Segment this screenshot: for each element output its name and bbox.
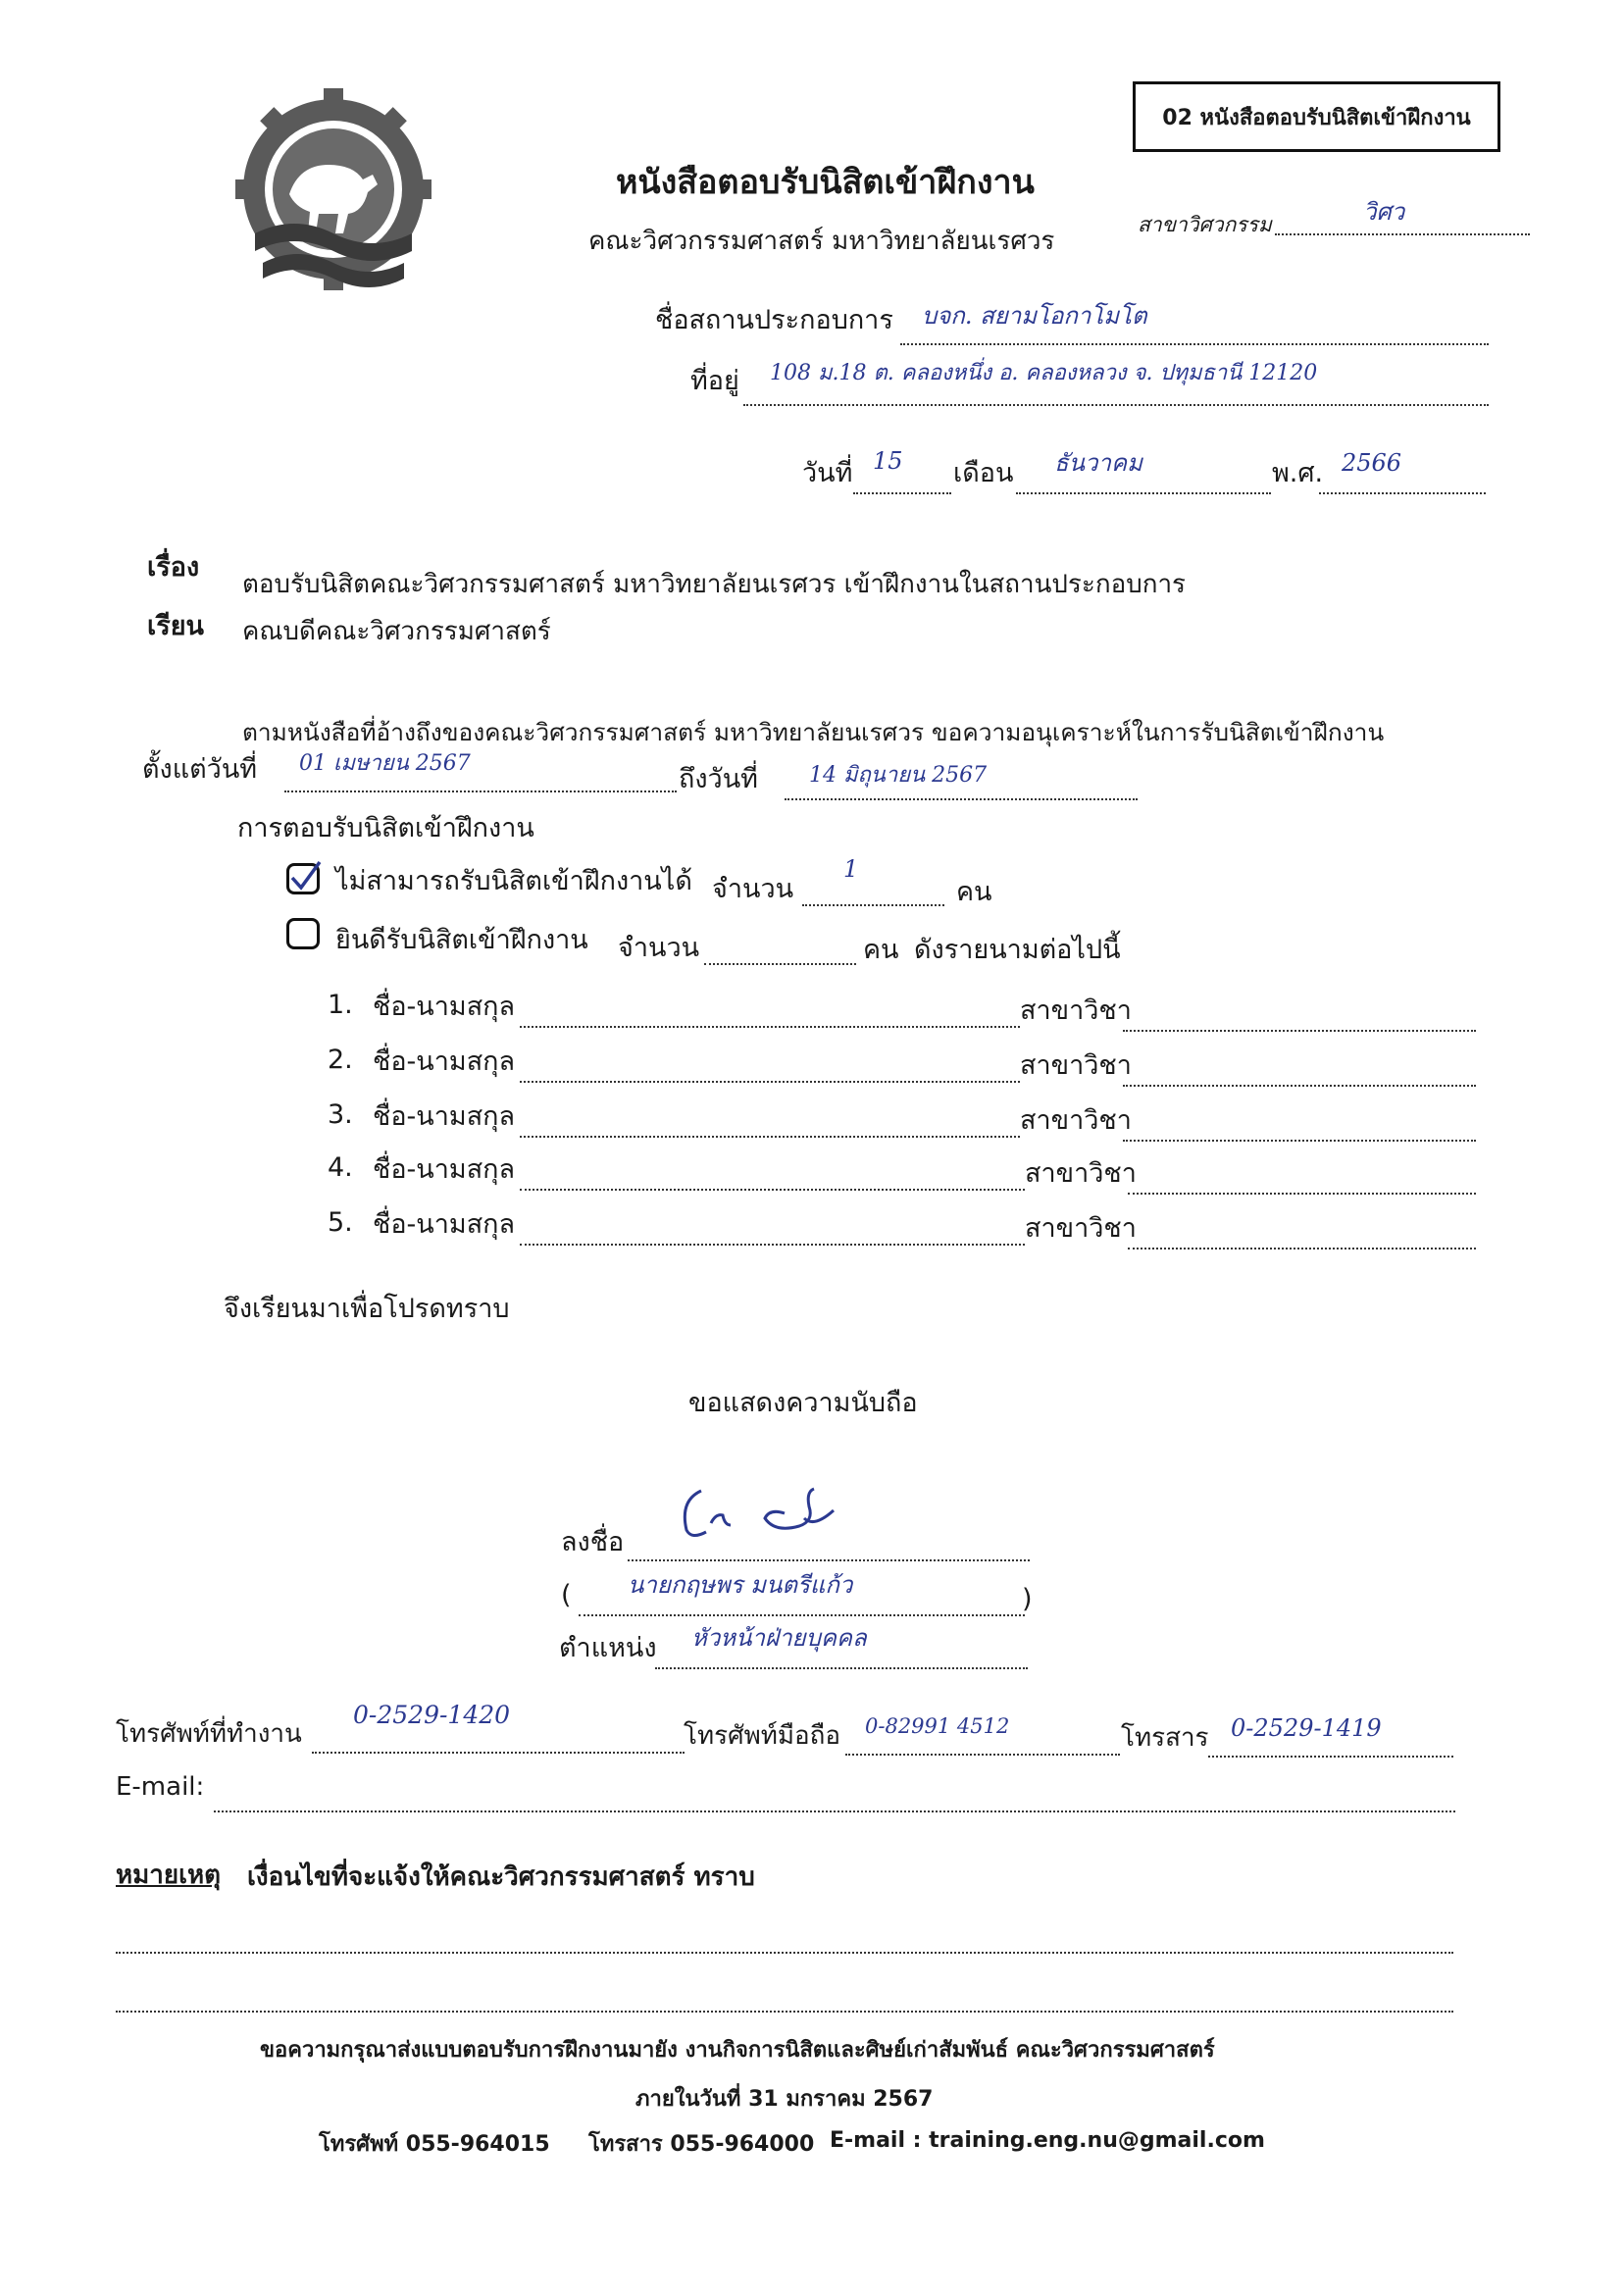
student-name-label: ชื่อ-นามสกุล [373,992,516,1022]
university-engineering-logo [235,86,431,307]
date-month-value: ธันวาคม [1054,449,1142,477]
decline-checkbox[interactable] [286,863,320,894]
student-num: 1. [328,990,353,1020]
form-code-box [1133,81,1500,152]
closing-regards: ขอแสดงความนับถือ [688,1388,918,1418]
decline-count-label: จำนวน [712,874,794,904]
company-name-line [900,343,1489,345]
position-line [655,1667,1028,1669]
student-num: 4. [328,1152,353,1183]
email-label: E-mail: [116,1772,205,1802]
body-paragraph: ตามหนังสือที่อ้างถึงของคณะวิศวกรรมศาสตร์ มหาวิทยาลัยนเรศวร ขอความอนุเคราะห์ในการรับนิสิตเข้าฝึกงาน [242,718,1385,746]
remarks-line-1 [116,1952,1453,1954]
email-line [214,1810,1455,1812]
student-major-line [1128,1248,1476,1250]
remarks-label: หมายเหตุ [116,1861,222,1890]
subject-label: เรื่อง [147,552,200,583]
student-major-line [1128,1193,1476,1195]
signer-name-open: ( [561,1580,572,1610]
date-day-line [853,492,951,494]
decline-option-label: ไม่สามารถรับนิสิตเข้าฝึกงานได้ [335,866,692,896]
signature-image [667,1479,863,1548]
student-major-line [1123,1140,1476,1142]
period-from-line [284,790,677,792]
student-name-label: ชื่อ-นามสกุล [373,1101,516,1132]
footer-phone: โทรศัพท์ 055-964015 [319,2132,550,2157]
student-name-label: ชื่อ-นามสกุล [373,1046,516,1077]
accept-option-label: ยินดีรับนิสิตเข้าฝึกงาน [335,925,588,955]
student-major-line [1123,1030,1476,1032]
period-to-label: ถึงวันที่ [679,764,758,794]
fax-line [1208,1756,1453,1758]
footer-line-1: ขอความกรุณาส่งแบบตอบรับการฝึกงานมายัง งานกิจการนิสิตและศิษย์เก่าสัมพันธ์ คณะวิศวกรรมศาสตร์ [260,2038,1215,2063]
date-month-line [1016,492,1271,494]
decline-count-line [802,904,944,906]
closing-note: จึงเรียนมาเพื่อโปรดทราบ [224,1294,510,1324]
signature-line [628,1559,1030,1561]
remarks-text: เงื่อนไขที่จะแจ้งให้คณะวิศวกรรมศาสตร์ ทราบ [247,1862,755,1892]
signature-label: ลงชื่อ [561,1527,625,1557]
period-to-line [785,798,1138,800]
accept-unit: คน [863,935,899,965]
period-to-value: 14 มิถุนายน 2567 [809,763,988,788]
period-from-label: ตั้งแต่วันที่ [142,754,258,785]
signer-name-line [579,1614,1025,1616]
address-value: 108 ม.18 ต. คลองหนึ่ง อ. คลองหลวง จ. ปทุมธานี 12120 [770,361,1318,385]
student-name-line [520,1244,1025,1246]
student-name-line [520,1189,1025,1191]
mobile-label: โทรศัพท์มือถือ [684,1721,840,1751]
date-month-label: เดือน [953,458,1014,488]
address-label: ที่อยู่ [690,366,739,396]
decline-unit: คน [956,877,992,907]
student-name-label: ชื่อ-นามสกุล [373,1209,516,1240]
date-year-value: 2566 [1342,449,1402,477]
fax-value: 0-2529-1419 [1231,1714,1382,1742]
student-major-label: สาขาวิชา [1020,1105,1132,1136]
student-num: 5. [328,1207,353,1238]
footer-line-2: ภายในวันที่ 31 มกราคม 2567 [635,2087,934,2112]
date-year-label: พ.ศ. [1272,458,1324,488]
position-value: หัวหน้าฝ่ายบุคคล [691,1624,867,1652]
student-major-line [1123,1085,1476,1087]
date-year-line [1319,492,1486,494]
student-name-line [520,1136,1020,1138]
form-code: 02 หนังสือตอบรับนิสิตเข้าฝึกงาน [1162,105,1471,130]
student-num: 2. [328,1045,353,1075]
student-name-line [520,1081,1020,1083]
student-major-label: สาขาวิชา [1020,1050,1132,1081]
date-day-value: 15 [873,447,903,475]
accept-count-label: จำนวน [618,933,700,963]
student-name-line [520,1026,1020,1028]
student-major-label: สาขาวิชา [1025,1213,1137,1244]
position-label: ตำแหน่ง [559,1633,657,1663]
fax-label: โทรสาร [1121,1723,1209,1753]
to-label: เรียน [147,611,205,641]
student-num: 3. [328,1099,353,1130]
address-line [743,404,1489,406]
accept-checkbox[interactable] [286,918,320,949]
department-value: วิศว [1363,198,1405,226]
signer-name-close: ) [1022,1584,1033,1614]
mobile-value: 0-82991 4512 [865,1714,1010,1738]
department-label: สาขาวิศวกรรม [1138,213,1272,236]
to-text: คณบดีคณะวิศวกรรมศาสตร์ [242,617,551,646]
checkmark-icon [288,860,324,895]
company-name-label: ชื่อสถานประกอบการ [655,305,893,335]
subject-text: ตอบรับนิสิตคณะวิศวกรรมศาสตร์ มหาวิทยาลัยนเรศวร เข้าฝึกงานในสถานประกอบการ [242,570,1187,599]
decline-count-value: 1 [843,855,859,883]
footer-fax: โทรสาร 055-964000 [588,2132,815,2157]
company-name-value: บจก. สยามโอกาโมโต [922,302,1147,330]
accept-count-line [704,963,856,965]
student-name-label: ชื่อ-นามสกุล [373,1154,516,1185]
work-phone-value: 0-2529-1420 [353,1701,511,1729]
mobile-line [845,1754,1120,1756]
department-line [1275,233,1530,235]
acceptance-heading: การตอบรับนิสิตเข้าฝึกงาน [237,813,534,843]
document-subtitle: คณะวิศวกรรมศาสตร์ มหาวิทยาลัยนเรศวร [588,227,1055,256]
date-day-label: วันที่ [802,458,853,488]
document-title: หนังสือตอบรับนิสิตเข้าฝึกงาน [616,163,1035,202]
accept-suffix: ดังรายนามต่อไปนี้ [914,935,1121,965]
student-major-label: สาขาวิชา [1025,1158,1137,1189]
period-from-value: 01 เมษายน 2567 [299,751,471,776]
student-major-label: สาขาวิชา [1020,995,1132,1026]
signer-name-value: นายกฤษพร มนตรีแก้ว [628,1571,853,1599]
work-phone-line [312,1752,685,1754]
work-phone-label: โทรศัพท์ที่ทำงาน [116,1719,302,1749]
remarks-line-2 [116,2011,1453,2013]
footer-email: E-mail : training.eng.nu@gmail.com [830,2128,1265,2153]
